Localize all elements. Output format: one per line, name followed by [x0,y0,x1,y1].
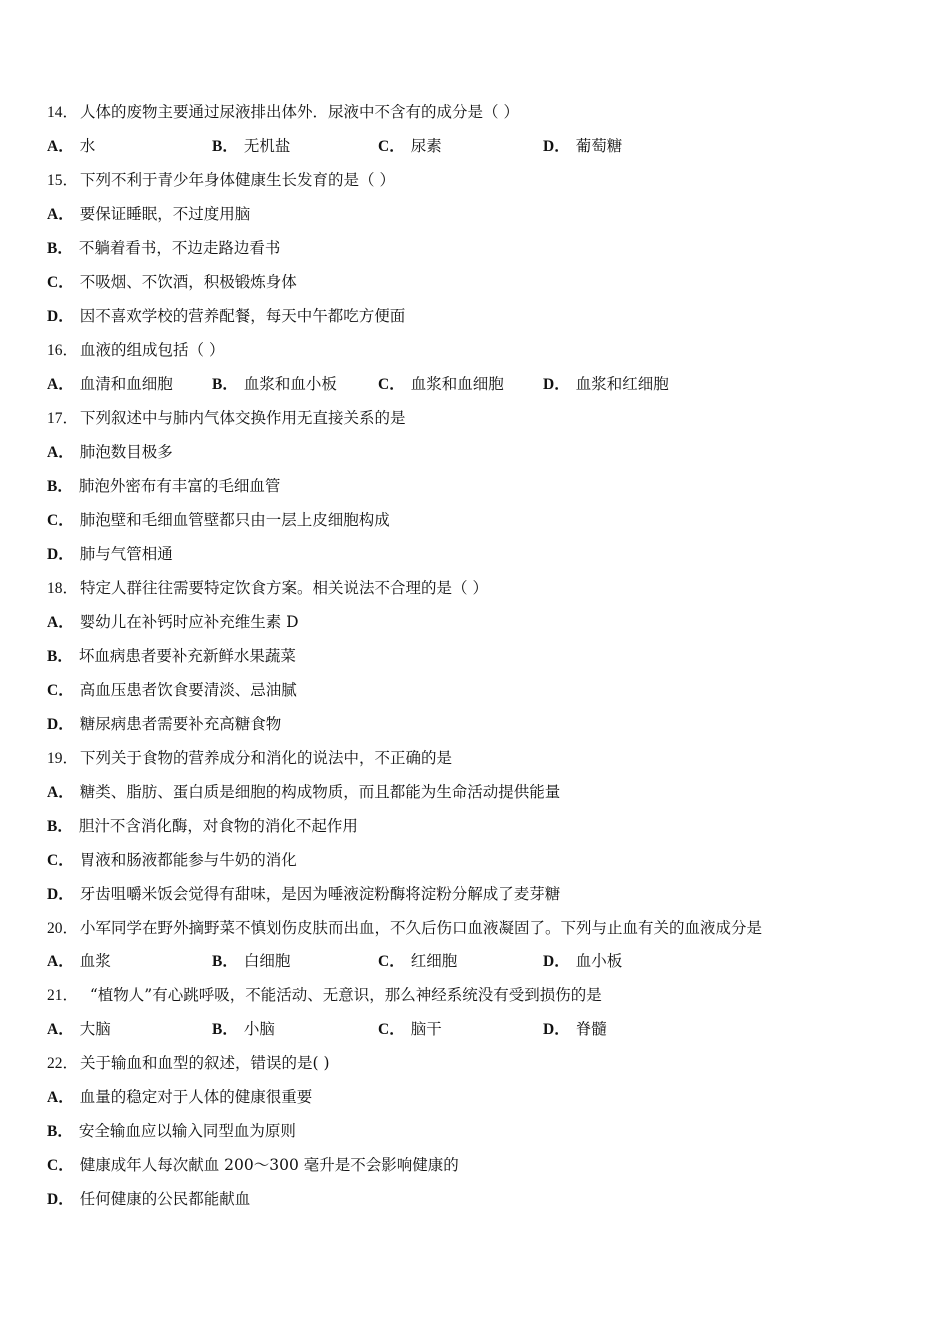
option-text: 大脑 [79,1020,111,1038]
option-d[interactable] [47,1184,250,1214]
option-text: 牙齿咀嚼米饭会觉得有甜味，是因为唾液淀粉酶将淀粉分解成了麦芽糖 [79,885,561,903]
question-number: 16． [47,342,79,359]
option-d[interactable] [47,879,560,909]
option-text: 红细胞 [410,952,458,970]
question-number: 15． [47,172,79,189]
option-key: C． [378,1021,405,1038]
question-22 [47,1048,330,1078]
option-key: C． [47,512,74,529]
option-c[interactable] [47,675,297,705]
option-d[interactable] [543,369,669,400]
option-key: D． [543,953,570,970]
option-a[interactable] [47,369,173,400]
option-key: B． [47,240,73,257]
question-text: 关于输血和血型的叙述，错误的是( ) [80,1054,330,1072]
option-text: 水 [79,137,96,155]
option-a[interactable] [47,437,173,467]
option-text: 坏血病患者要补充新鲜水果蔬菜 [78,647,296,665]
option-a[interactable] [47,1014,111,1045]
option-d[interactable] [543,946,622,977]
question-text: 下列叙述中与肺内气体交换作用无直接关系的是 [80,409,406,427]
option-key: B． [47,648,73,665]
option-key: D． [543,1021,570,1038]
option-key: D． [543,376,570,393]
option-c[interactable] [47,267,297,297]
question-18 [47,573,488,603]
option-key: C． [47,1157,74,1174]
option-d[interactable] [47,301,405,331]
option-key: A． [47,1089,74,1106]
option-key: C． [47,852,74,869]
option-a[interactable] [47,1082,312,1112]
question-21 [47,980,602,1010]
question-text: 下列不利于青少年身体健康生长发育的是（ ） [80,171,395,189]
option-key: B． [47,818,73,835]
option-key: B． [212,1021,238,1038]
option-text: 血浆和血细胞 [410,375,504,393]
option-d[interactable] [543,1014,607,1045]
option-key: D． [47,1191,74,1208]
option-key: D． [47,546,74,563]
option-b[interactable] [212,369,337,400]
option-text: 要保证睡眠，不过度用脑 [79,205,251,223]
option-a[interactable] [47,199,250,229]
option-key: A． [47,138,74,155]
option-key: A． [47,784,74,801]
option-key: C． [378,376,405,393]
option-key: A． [47,206,74,223]
option-text: 糖类、脂肪、蛋白质是细胞的构成物质，而且都能为生命活动提供能量 [79,783,561,801]
question-number: 14． [47,104,79,121]
option-text: 尿素 [410,137,442,155]
option-a[interactable] [47,607,299,637]
option-text: 肺泡壁和毛细血管壁都只由一层上皮细胞构成 [79,511,390,529]
option-key: B． [212,953,238,970]
option-key: D． [47,308,74,325]
option-key: C． [378,953,405,970]
question-19 [47,743,452,773]
option-key: A． [47,376,74,393]
question-text: 特定人群往往需要特定饮食方案。相关说法不合理的是（ ） [80,579,488,597]
option-key: C． [47,682,74,699]
option-key: B． [212,376,238,393]
option-text: 白细胞 [243,952,291,970]
option-key: C． [47,274,74,291]
option-text: 任何健康的公民都能献血 [79,1190,251,1208]
option-c[interactable] [47,505,390,535]
question-number: 19． [47,750,79,767]
option-b[interactable] [212,946,290,977]
option-c[interactable] [47,1150,459,1180]
option-key: D． [47,886,74,903]
option-key: A． [47,1021,74,1038]
option-text: 血小板 [575,952,623,970]
option-c[interactable] [378,946,457,977]
option-text: 血浆和血小板 [243,375,337,393]
option-key: C． [378,138,405,155]
question-text: “植物人”有心跳呼吸，不能活动、无意识，那么神经系统没有受到损伤的是 [80,986,602,1004]
question-number: 20． [47,920,79,937]
option-a[interactable] [47,946,111,977]
option-key: A． [47,614,74,631]
option-text: 血量的稳定对于人体的健康很重要 [79,1088,313,1106]
question-16 [47,335,224,365]
option-text: 肺泡数目极多 [79,443,173,461]
option-text: 血浆和红细胞 [575,375,669,393]
option-text: 胃液和肠液都能参与牛奶的消化 [79,851,297,869]
question-number: 17． [47,410,79,427]
option-key: D． [47,716,74,733]
option-b[interactable] [47,471,280,501]
question-20 [47,913,762,943]
option-d[interactable] [47,709,281,739]
option-text: 血清和血细胞 [79,375,173,393]
option-text: 无机盐 [243,137,291,155]
question-number: 22． [47,1055,79,1072]
option-c[interactable] [378,1014,442,1045]
option-d[interactable] [47,539,173,569]
option-key: B． [212,138,238,155]
question-15 [47,165,395,195]
option-text: 葡萄糖 [575,137,623,155]
option-key: A． [47,953,74,970]
option-text: 因不喜欢学校的营养配餐，每天中午都吃方便面 [79,307,406,325]
option-text: 脑干 [410,1020,442,1038]
option-b[interactable] [47,233,280,263]
option-text: 脊髓 [575,1020,607,1038]
option-text: 肺泡外密布有丰富的毛细血管 [78,477,281,495]
question-text: 下列关于食物的营养成分和消化的说法中，不正确的是 [80,749,453,767]
option-d[interactable] [543,131,622,162]
option-b[interactable] [212,131,290,162]
option-b[interactable] [47,811,358,841]
option-text: 胆汁不含消化酶，对食物的消化不起作用 [78,817,358,835]
option-b[interactable] [47,641,296,671]
option-text: 肺与气管相通 [79,545,173,563]
option-text: 小脑 [243,1020,275,1038]
option-a[interactable] [47,131,95,162]
question-number: 18． [47,580,79,597]
question-17 [47,403,406,433]
option-text: 不吸烟、不饮酒，积极锻炼身体 [79,273,297,291]
option-text: 健康成年人每次献血 200～300 毫升是不会影响健康的 [79,1156,459,1174]
option-c[interactable] [378,131,442,162]
option-b[interactable] [47,1116,296,1146]
option-key: B． [47,1123,73,1140]
option-text: 不躺着看书，不边走路边看书 [78,239,281,257]
option-text: 糖尿病患者需要补充高糖食物 [79,715,282,733]
option-key: B． [47,478,73,495]
option-text: 安全输血应以输入同型血为原则 [78,1122,296,1140]
option-a[interactable] [47,777,560,807]
option-text: 血浆 [79,952,111,970]
question-text: 人体的废物主要通过尿液排出体外．尿液中不含有的成分是（ ） [80,103,519,121]
option-c[interactable] [378,369,504,400]
option-key: A． [47,444,74,461]
option-c[interactable] [47,845,297,875]
option-text: 高血压患者饮食要清淡、忌油腻 [79,681,297,699]
question-text: 血液的组成包括（ ） [80,341,225,359]
option-b[interactable] [212,1014,275,1045]
question-number: 21． [47,987,79,1004]
question-text: 小军同学在野外摘野菜不慎划伤皮肤而出血，不久后伤口血液凝固了。下列与止血有关的血液成分是 [80,919,763,937]
option-text: 婴幼儿在补钙时应补充维生素 D [79,613,299,631]
question-14 [47,97,519,127]
option-key: D． [543,138,570,155]
